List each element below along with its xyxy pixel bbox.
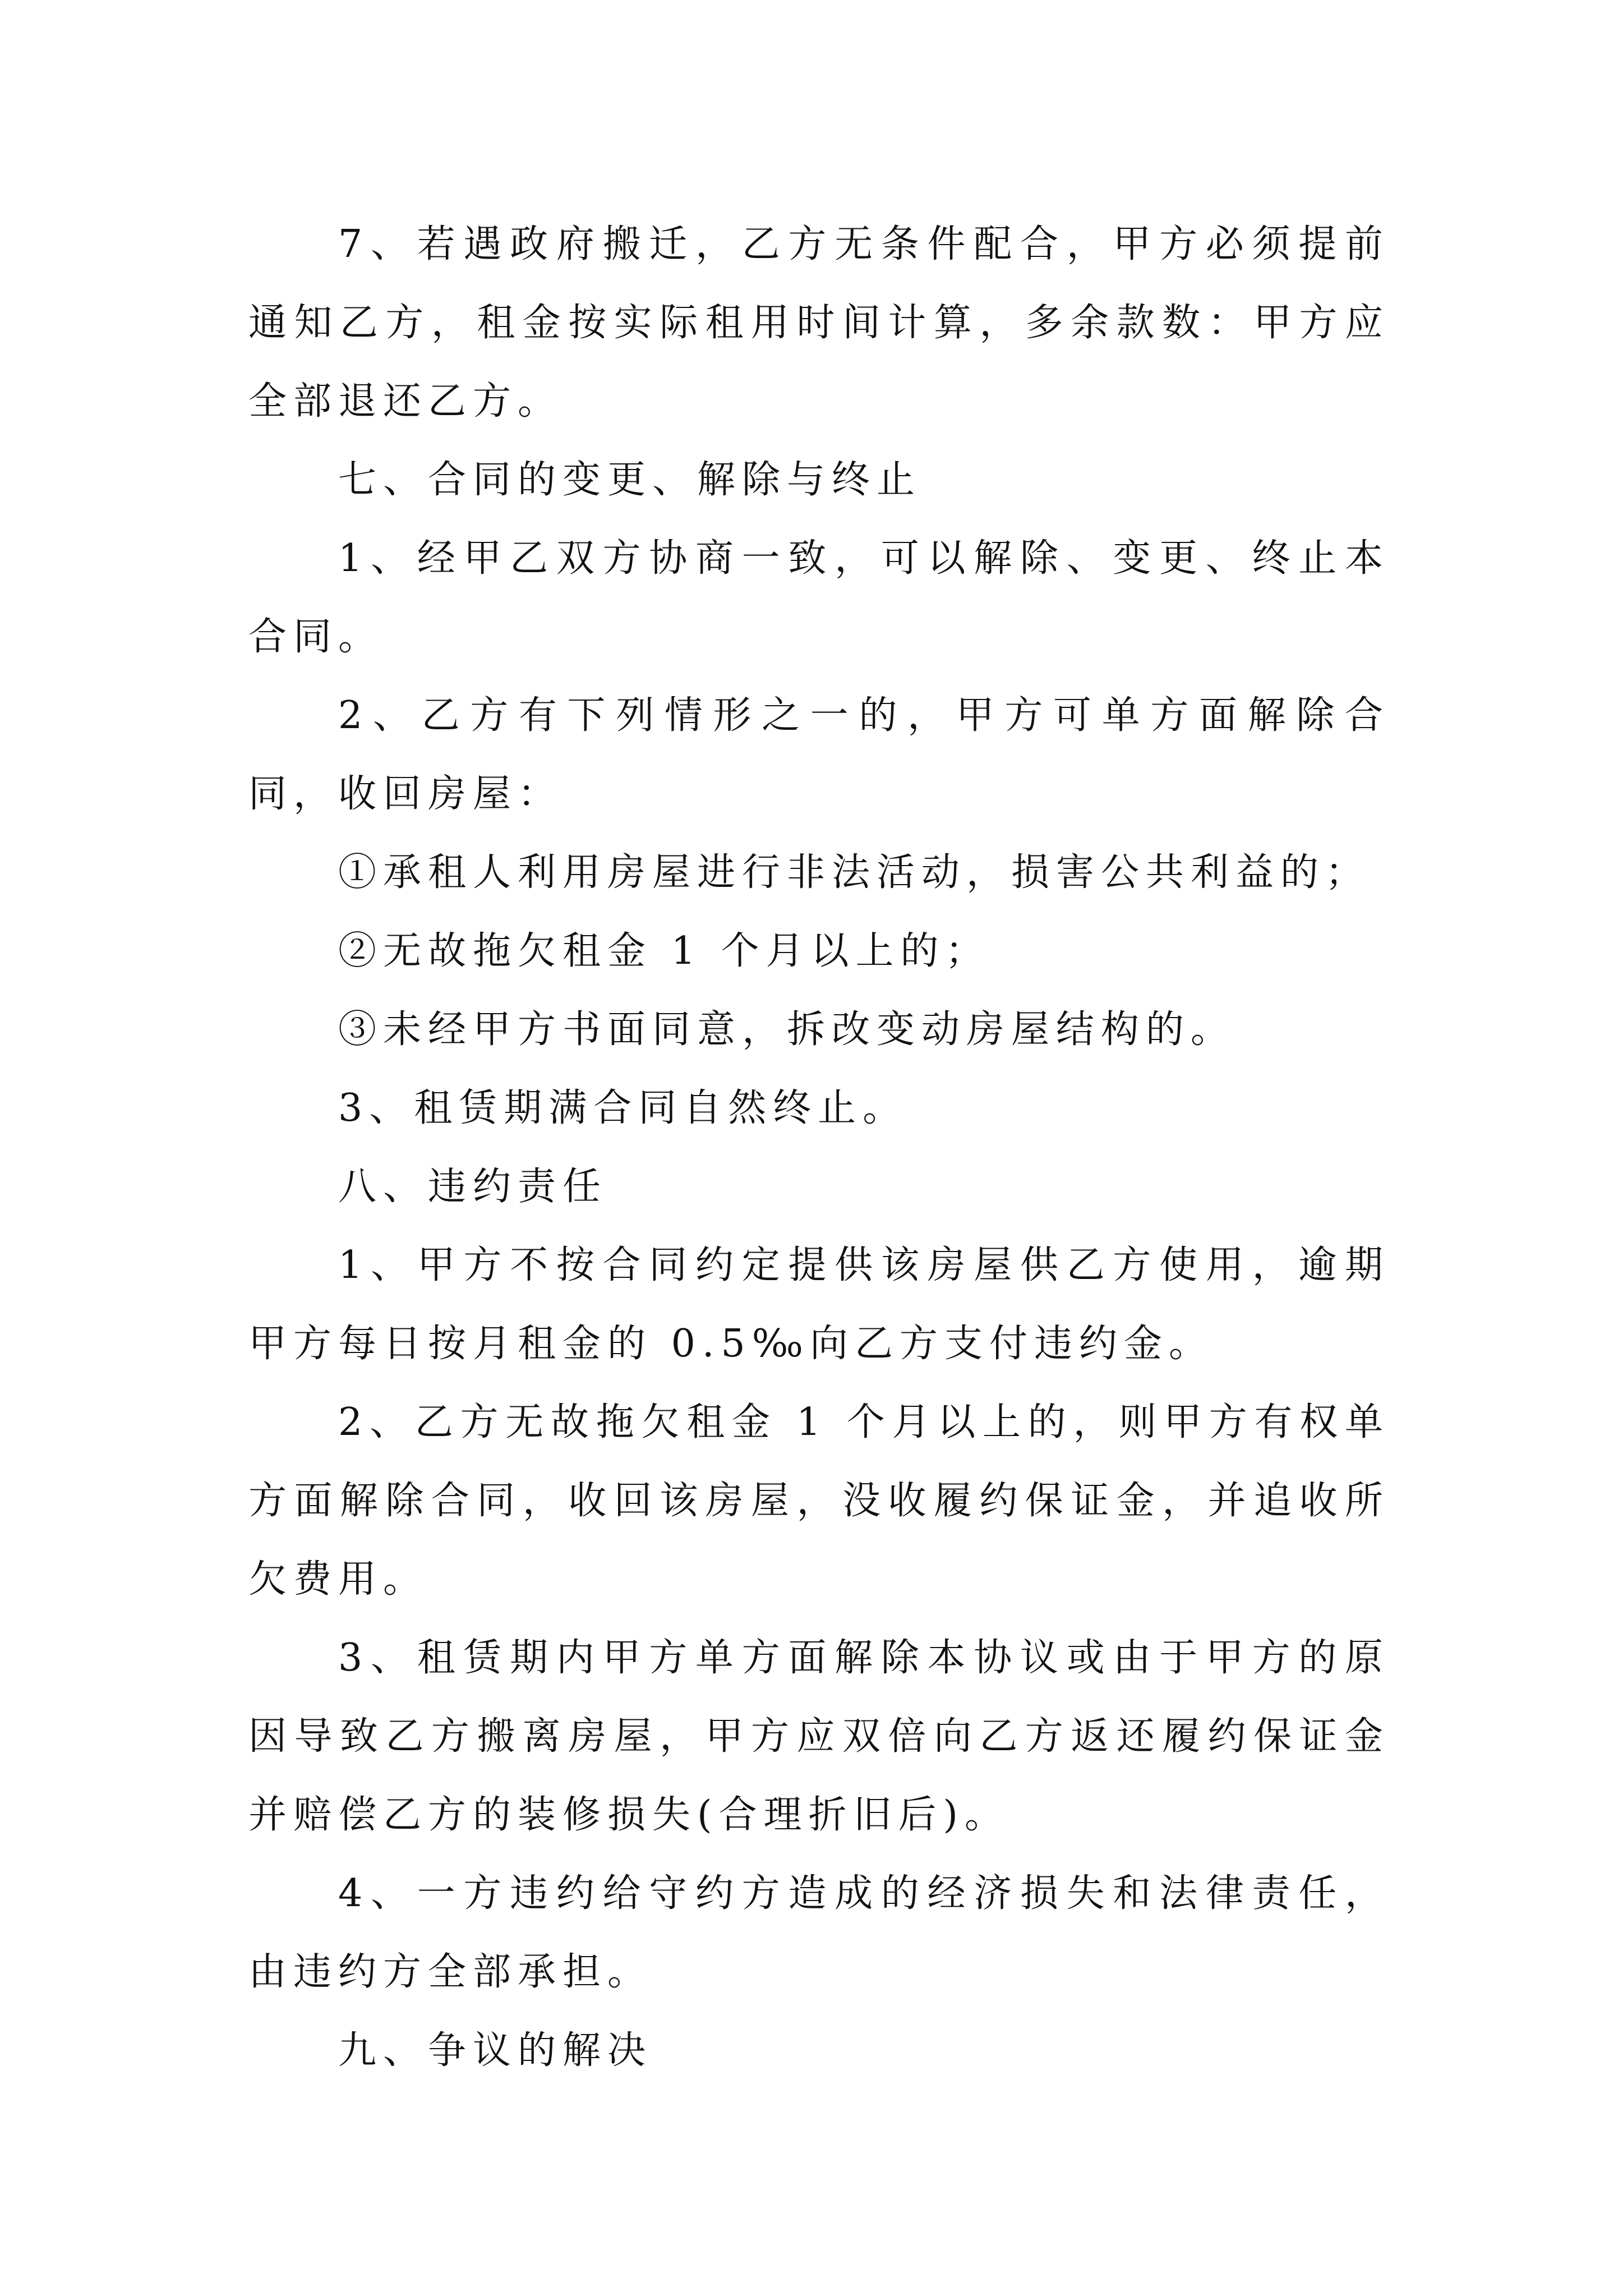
list-item-7-2-b: ②无故拖欠租金 1 个月以上的；	[338, 929, 990, 973]
paragraph-8-4: 4、一方违约给守约方造成的经济损失和法律责任，由违约方全部承担。	[248, 1871, 1390, 1994]
paragraph-8-1: 1、甲方不按合同约定提供该房屋供乙方使用，逾期甲方每日按月租金的 0.5‰向乙方支付违约金。	[248, 1243, 1390, 1366]
heading-section-7: 七、合同的变更、解除与终止	[338, 458, 922, 502]
heading-section-9: 九、争议的解决	[338, 2028, 653, 2073]
paragraph-7-1: 1、经甲乙双方协商一致，可以解除、变更、终止本合同。	[248, 536, 1390, 659]
paragraph-8-3: 3、租赁期内甲方单方面解除本协议或由于甲方的原因导致乙方搬离房屋，甲方应双倍向乙方返还履约保证金并赔偿乙方的装修损失(合理折旧后)。	[248, 1636, 1390, 1837]
paragraph-clause-7-relocation: 7、若遇政府搬迁，乙方无条件配合，甲方必须提前通知乙方，租金按实际租用时间计算，多余款数：甲方应全部退还乙方。	[248, 222, 1390, 424]
list-item-7-2-a: ①承租人利用房屋进行非法活动，损害公共利益的；	[338, 850, 1371, 895]
paragraph-8-2: 2、乙方无故拖欠租金 1 个月以上的，则甲方有权单方面解除合同，收回该房屋，没收履约保证金，并追收所欠费用。	[248, 1400, 1390, 1602]
list-item-7-2-c: ③未经甲方书面同意，拆改变动房屋结构的。	[338, 1007, 1236, 1052]
document-body	[248, 205, 1390, 2090]
paragraph-7-3: 3、租赁期满合同自然终止。	[338, 1086, 908, 1130]
heading-section-8: 八、违约责任	[338, 1165, 608, 1209]
paragraph-7-2: 2、乙方有下列情形之一的，甲方可单方面解除合同，收回房屋：	[248, 693, 1390, 816]
